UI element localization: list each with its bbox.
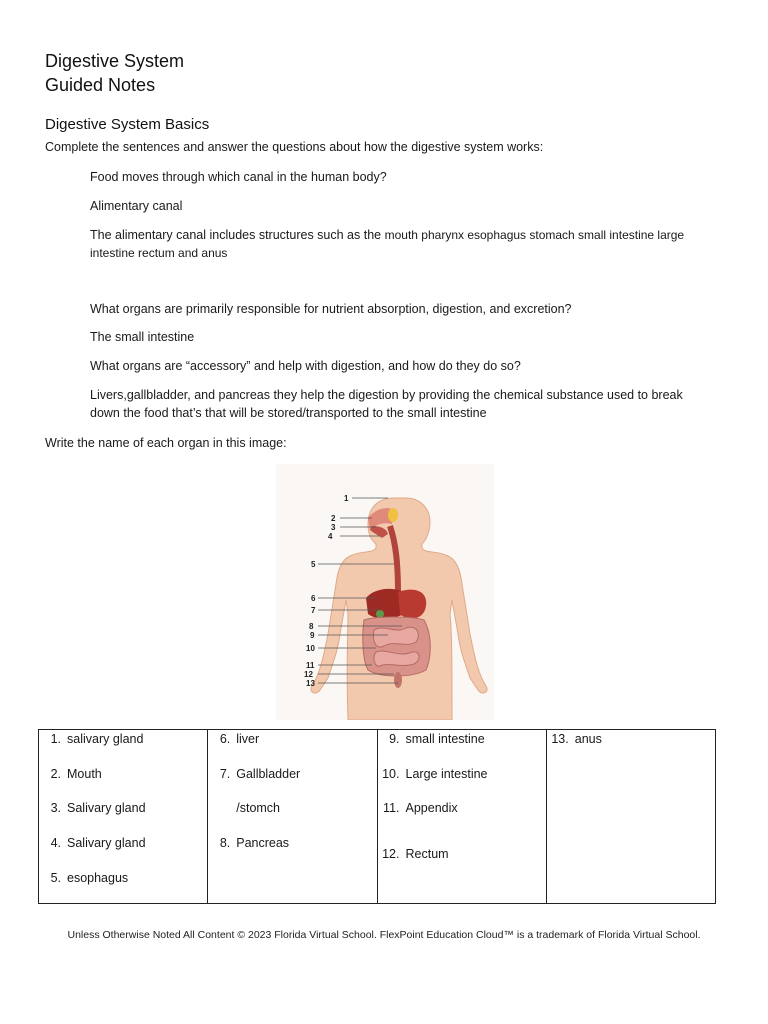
figure-label-8: 8 [309,622,314,631]
figure-label-2: 2 [331,514,336,523]
answer-number: 12. [382,847,400,861]
answer-item [208,732,259,746]
question-2-prefix: The alimentary canal includes structures such as the [90,228,382,242]
answer-number: 8. [219,836,231,850]
document-subtitle: Guided Notes [45,75,156,95]
answer-text: Salivary gland [67,801,146,815]
answer-item [378,732,485,746]
answer-text: Salivary gland [67,836,146,850]
answer-text: Appendix [405,801,458,815]
answer-item [547,732,602,746]
answer-item [378,847,449,861]
answer-text: esophagus [67,871,129,885]
answer-column-4 [546,730,715,904]
answer-2: mouth pharynx esophagus stomach small intestine large intestine rectum and anus [90,228,685,260]
answer-text: Pancreas [236,836,290,850]
answer-text: Rectum [405,847,449,861]
document-title: Digestive System [45,51,185,71]
answer-item [378,801,458,815]
answer-text: salivary gland [67,732,144,746]
answer-number: 10. [382,767,400,781]
answer-column-2 [208,730,377,904]
answer-3: The small intestine [90,330,195,344]
answer-1: Alimentary canal [90,199,183,213]
question-1: Food moves through which canal in the human body? [90,170,387,184]
answer-text: /stomch [236,801,281,815]
answer-number: 1. [50,732,61,746]
digestive-system-illustration [276,464,494,720]
stomach [398,590,426,619]
answer-number: 9. [389,732,400,746]
answer-column-1 [39,730,208,904]
answer-item [39,767,102,781]
answer-item [39,801,146,815]
answer-number: 13. [551,732,569,746]
answer-column-3 [377,730,546,904]
answer-item [378,767,488,781]
figure-label-1: 1 [344,494,349,503]
answer-number: 5. [50,871,61,885]
answer-item [39,871,128,885]
figure-label-6: 6 [311,594,316,603]
answer-text: Mouth [67,767,102,781]
answer-number: 3. [50,801,61,815]
answer-item [208,801,280,815]
figure-label-4: 4 [328,532,333,541]
answer-item [208,836,289,850]
answer-item [208,767,300,781]
figure-label-3: 3 [331,523,336,532]
answer-number: 11. [383,801,400,815]
answer-text: Large intestine [405,767,488,781]
answer-item [39,732,143,746]
figure-label-13: 13 [306,679,315,688]
figure-label-9: 9 [310,631,315,640]
answer-number: 4. [50,836,61,850]
answer-text: small intestine [405,732,485,746]
section-heading: Digestive System Basics [45,116,210,133]
answer-number: 6. [219,732,231,746]
answer-number: 2. [50,767,61,781]
figure-prompt: Write the name of each organ in this image: [45,436,287,450]
figure-label-7: 7 [311,606,316,615]
figure-label-10: 10 [306,644,315,653]
answer-text: Gallbladder [236,767,301,781]
answer-4: Livers,gallbladder, and pancreas they help the digestion by providing the chemical substance used to break down the food that’s that will be stored/transported to the small intestine [90,388,683,420]
answer-table [38,729,716,904]
answer-text: anus [574,732,602,746]
figure-label-12: 12 [304,670,313,679]
question-4: What organs are “accessory” and help with digestion, and how do they do so? [90,359,521,373]
intro-text: Complete the sentences and answer the questions about how the digestive system works: [45,140,544,154]
footer-copyright: Unless Otherwise Noted All Content © 2023 Florida Virtual School. FlexPoint Education Cloud™ is a trademark of Florida Virtual School. [67,929,701,941]
figure-label-5: 5 [311,560,316,569]
question-3: What organs are primarily responsible for nutrient absorption, digestion, and excretion? [90,302,572,316]
answer-text: liver [236,732,260,746]
figure-label-11: 11 [306,661,315,670]
answer-number: 7. [219,767,231,781]
question-2 [90,226,700,262]
answer-item [39,836,146,850]
